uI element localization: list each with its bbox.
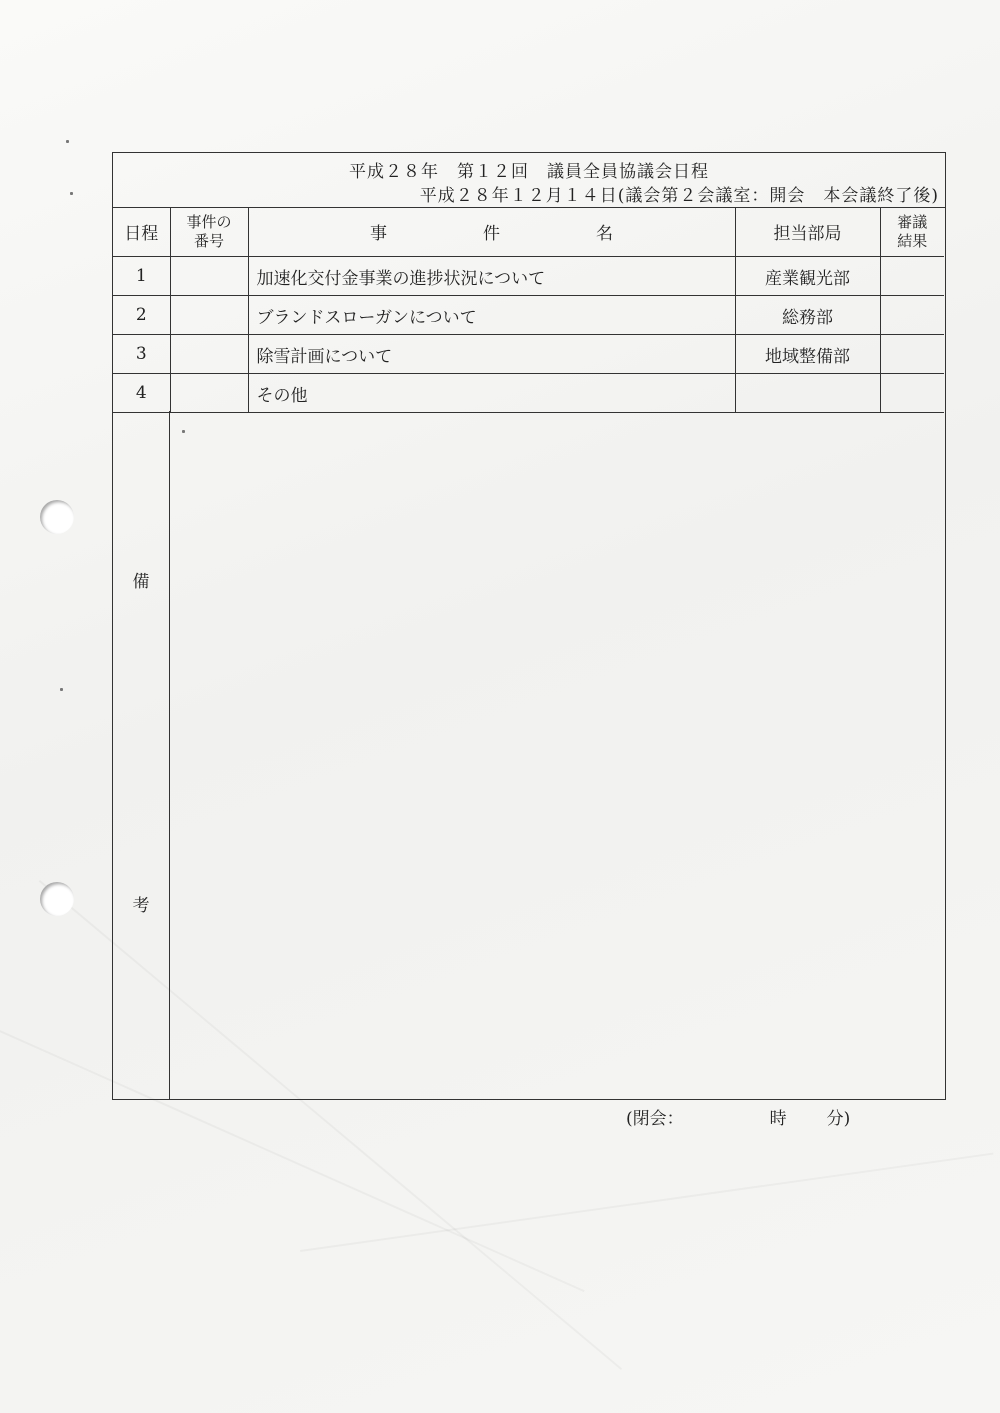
row-case-name: 除雪計画について	[248, 335, 735, 374]
remarks-label-char: 備	[132, 572, 150, 592]
header-department: 担当部局	[735, 207, 880, 257]
row-case-number	[170, 335, 248, 374]
remarks-label-column	[113, 411, 170, 1099]
punch-hole	[40, 882, 74, 916]
header-case-name-char: 名	[596, 224, 613, 244]
remarks-label-char: 考	[132, 896, 150, 916]
document-title: 平成２８年 第１２回 議員全員協議会日程	[349, 162, 709, 182]
paper-crease	[300, 1153, 993, 1252]
paper-speck	[66, 140, 69, 143]
table-header-row	[113, 207, 944, 257]
header-case-name-char: 件	[483, 224, 500, 244]
paper-speck	[70, 192, 73, 195]
row-result	[880, 296, 944, 335]
row-day: 3	[113, 335, 170, 374]
row-case-name: ブランドスローガンについて	[248, 296, 735, 335]
punch-hole	[40, 500, 74, 534]
row-result	[880, 335, 944, 374]
table-row	[113, 335, 944, 374]
header-case-number-line2: 番号	[193, 231, 224, 250]
row-day: 4	[113, 374, 170, 413]
row-case-number	[170, 296, 248, 335]
row-day: 2	[113, 296, 170, 335]
row-result	[880, 374, 944, 413]
closing-hour-label: 時	[769, 1109, 787, 1129]
schedule-table	[113, 207, 944, 413]
table-row	[113, 374, 944, 413]
schedule-sheet	[112, 152, 946, 1100]
document-subtitle: 平成２８年１２月１４日(議会第２会議室：開会 本会議終了後)	[419, 186, 939, 206]
row-case-name: その他	[248, 374, 735, 413]
row-department: 総務部	[735, 296, 880, 335]
header-case-number-line1: 事件の	[186, 212, 232, 231]
row-result	[880, 257, 944, 296]
closing-prefix: (閉会：	[626, 1109, 684, 1129]
row-case-name: 加速化交付金事業の進捗状況について	[248, 257, 735, 296]
row-day: 1	[113, 257, 170, 296]
header-case-number	[170, 207, 248, 257]
row-department: 地域整備部	[735, 335, 880, 374]
header-result	[880, 207, 944, 257]
row-department: 産業観光部	[735, 257, 880, 296]
closing-time	[626, 1104, 850, 1129]
paper-speck	[60, 688, 63, 691]
header-result-line2: 結果	[897, 231, 928, 250]
title-area	[113, 153, 945, 208]
row-case-number	[170, 374, 248, 413]
header-case-name	[248, 207, 735, 257]
header-case-name-char: 事	[370, 224, 387, 244]
row-department	[735, 374, 880, 413]
table-row	[113, 257, 944, 296]
closing-minute-label: 分)	[826, 1109, 851, 1129]
table-row	[113, 296, 944, 335]
row-case-number	[170, 257, 248, 296]
header-result-line1: 審議	[897, 212, 928, 231]
header-day: 日程	[113, 207, 170, 257]
